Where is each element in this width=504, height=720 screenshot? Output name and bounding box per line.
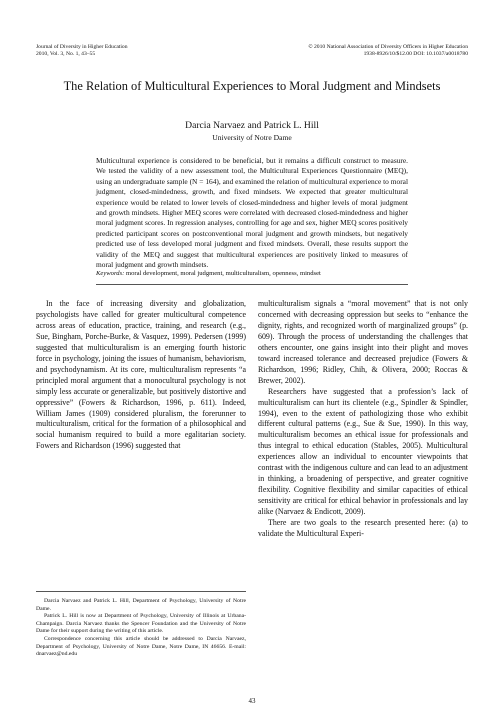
journal-volume: 2010, Vol. 3, No. 1, 43–55 xyxy=(36,51,96,58)
copyright-header xyxy=(308,44,468,58)
keywords xyxy=(96,269,408,278)
footnote-divider xyxy=(36,591,246,592)
abstract-divider xyxy=(96,284,408,285)
article-authors: Darcia Narvaez and Patrick L. Hill xyxy=(185,120,319,131)
page-number: 43 xyxy=(248,697,256,705)
body-column-right xyxy=(258,299,468,540)
abstract: Multicultural experience is considered to be beneficial, but it remains a difficult construct to measure. We tested the validity of a new assessment tool, the Multicultural Experiences Questionnaire (MEQ), using an undergraduate sample (N = 164), and examined the relation of multicultural experience to moral judgment, closed-mindedness, growth, and fixed mindsets. We expected that greater multicultural experience would be related to lower levels of closed-mindedness and higher levels of moral judgment and growth mindsets. Higher MEQ scores were correlated with decreased closed-mindedness and higher moral judgment scores. In regression analyses, controlling for age and sex, higher MEQ scores positively predicted participant scores on postconventional moral judgment and growth mindsets, but negatively predicted use of less developed moral judgment and fixed mindsets. Overall, these results support the validity of the MEQ and suggest that multicultural experiences are positively linked to measures of moral judgment and growth mindsets. xyxy=(96,156,408,270)
body-paragraph: multiculturalism signals a “moral movement” that is not only concerned with decreasing oppression but seeks to “enhance the dignity, rights, and recognized worth of marginalized groups” (p. 609). Through the process of understanding the challenges that others encounter, one gains insight into their plight and moves toward increased tolerance and decreased prejudice (Fowers & Richardson, 1996; Ridley, Chih, & Olivera, 2000; Roccas & Brewer, 2002). xyxy=(258,299,468,385)
keywords-label: Keywords: xyxy=(96,270,125,277)
journal-header xyxy=(36,44,128,58)
body-paragraph: In the face of increasing diversity and globalization, psychologists have called for greater multicultural competence across areas of education, practice, training, and research (e.g., Sue, Bingham, Porche-Burke, & Vasquez, 1999). Pedersen (1999) suggested that multiculturalism is an emerging fourth historic force in psychology, joining the issues of humanism, behaviorism, and psychodynamism. At its core, multiculturalism represents “a principled moral argument that a monocultural psychology is not simply less accurate or generalizable, but positively distortive and oppressive” (Fowers & Richardson, 1996, p. 611). Indeed, William James (1909) considered pluralism, the forerunner to multiculturalism, critical for the formation of a philosophical and social humanism required to build a more egalitarian society. Fowers and Richardson (1996) suggested that xyxy=(36,299,246,451)
body-column-left xyxy=(36,299,246,452)
footnote: Darcia Narvaez and Patrick L. Hill, Department of Psychology, University of Notre Dame. xyxy=(36,598,246,612)
journal-name: Journal of Diversity in Higher Education xyxy=(36,44,128,50)
body-paragraph: Researchers have suggested that a profession’s lack of multiculturalism can hurt its clientele (e.g., Spindler & Spindler, 1994), even to the extent of pathologizing those who exhibit different cultural patterns (e.g., Sue & Sue, 1990). In this way, multiculturalism becomes an ethical issue for professionals and thus integral to ethical education (Stables, 2005). Multicultural experiences allow an individual to encounter viewpoints that contrast with the indigenous culture and can lead to an adjustment in thinking, a broadening of perspective, and greater cognitive flexibility. Cognitive flexibility and similar capacities of ethical sensitivity are critical for ethical behavior in professionals and lay alike (Narvaez & Endicott, 2009). xyxy=(258,386,468,517)
author-affiliation: University of Notre Dame xyxy=(212,133,292,142)
copyright-line: © 2010 National Association of Diversity Officers in Higher Education xyxy=(308,44,468,50)
keywords-text: moral development, moral judgment, multiculturalism, openness, mindset xyxy=(125,270,321,277)
footnote: Patrick L. Hill is now at Department of Psychology, University of Illinois at Urbana-Champaign. Darcia Narvaez thanks the Spencer Foundation and the University of Notre Dame for their support during the writing of this article. xyxy=(36,613,246,635)
article-title: The Relation of Multicultural Experiences to Moral Judgment and Mindsets xyxy=(63,79,441,93)
body-paragraph: There are two goals to the research presented here: (a) to validate the Multicultural Experi- xyxy=(258,518,468,539)
footnote: Correspondence concerning this article should be addressed to Darcia Narvaez, Department of Psychology, University of Notre Dame, Notre Dame, IN 46656. E-mail: dnarvaez@nd.edu xyxy=(36,635,246,658)
doi-line: 1938-8926/10/$12.00 DOI: 10.1037/a0018780 xyxy=(363,51,468,58)
footnotes xyxy=(36,598,246,659)
